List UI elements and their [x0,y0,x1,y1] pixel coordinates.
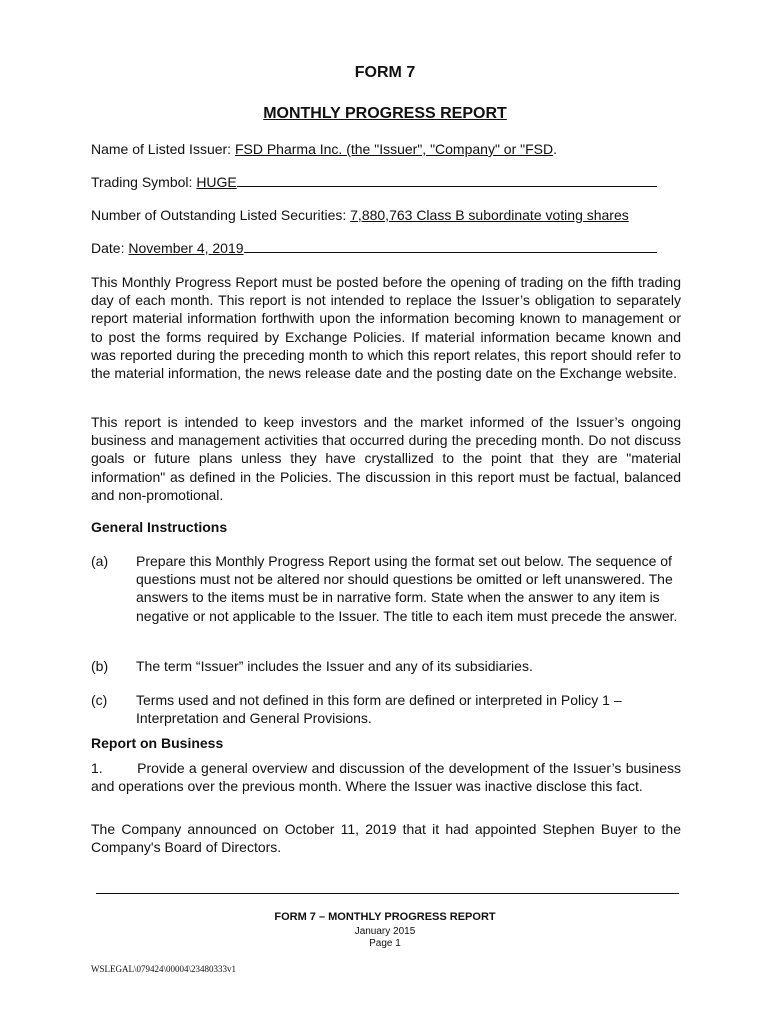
form-title: FORM 7 [354,64,416,81]
issuer-name-tail: . [553,141,558,157]
trading-symbol-fill-line [237,186,657,187]
outstanding-securities-label: Number of Outstanding Listed Securities: [91,207,351,223]
instruction-text: Prepare this Monthly Progress Report using the format set out below. The sequence of questions must not be altered nor should questions be omitted or left unanswered. The answers to the items must be in narrative form. State when the answer to any item is negative or not applicable to the Issuer. The title to each item must precede the answer. [136,553,678,624]
date-value: November 4, 2019 [128,240,244,256]
intro-paragraph-1: This Monthly Progress Report must be posted before the opening of trading on the fifth trading day of each month. This report is not intended to replace the Issuer’s obligation to separately report material information forthwith upon the information becoming known to management or to post the forms required by Exchange Policies. If material information became known and was reported during the preceding month to which this report relates, this report should refer to the material information, the news release date and the posting date on the Exchange website. [91,274,681,382]
outstanding-securities-value: 7,880,763 Class B subordinate voting shares [350,207,629,223]
issuer-name-label: Name of Listed Issuer: [91,141,235,157]
business-question-1: 1. Provide a general overview and discussion of the development of the Issuer’s business and operations over the previous month. Where the Issuer was inactive disclose this fact. [91,760,685,795]
footer-divider [96,893,679,894]
instruction-item-c [91,691,681,727]
report-on-business-heading: Report on Business [91,735,224,751]
instruction-item-a [91,552,681,625]
footer-date: January 2015 [354,926,416,937]
instruction-text: Terms used and not defined in this form are defined or interpreted in Policy 1 – Interpretation and General Provisions. [136,692,622,727]
issuer-name-value: FSD Pharma Inc. (the "Issuer", "Company" or "FSD [234,141,554,157]
business-answer-1: The Company announced on October 11, 2019 that it had appointed Stephen Buyer to the Company's Board of Directors. [91,821,681,856]
general-instructions-heading: General Instructions [91,519,228,535]
instruction-letter: (c) [91,692,108,708]
instruction-letter: (a) [91,553,109,569]
trading-symbol-label: Trading Symbol: [91,174,197,190]
trading-symbol-field [91,174,657,190]
footer-page-number: Page 1 [369,938,401,949]
trading-symbol-value: HUGE [196,174,237,190]
date-label: Date: [91,240,129,256]
outstanding-securities-field [91,207,629,223]
instruction-letter: (b) [91,658,109,674]
instruction-text: The term “Issuer” includes the Issuer and any of its subsidiaries. [136,658,533,674]
instruction-item-b [91,657,681,675]
issuer-name-field [91,141,557,157]
report-title: MONTHLY PROGRESS REPORT [263,105,507,122]
date-fill-line [244,252,657,253]
date-field [91,240,657,256]
document-id: WSLEGAL\079424\00004\23480333v1 [91,964,236,974]
footer-title: FORM 7 – MONTHLY PROGRESS REPORT [274,911,496,923]
intro-paragraph-2: This report is intended to keep investors and the market informed of the Issuer’s ongoing business and management activities that occurred during the preceding month. Do not discuss goals or future plans unless they have crystallized to the point that they are "material information" as defined in the Policies. The discussion in this report must be factual, balanced and non-promotional. [91,414,681,503]
